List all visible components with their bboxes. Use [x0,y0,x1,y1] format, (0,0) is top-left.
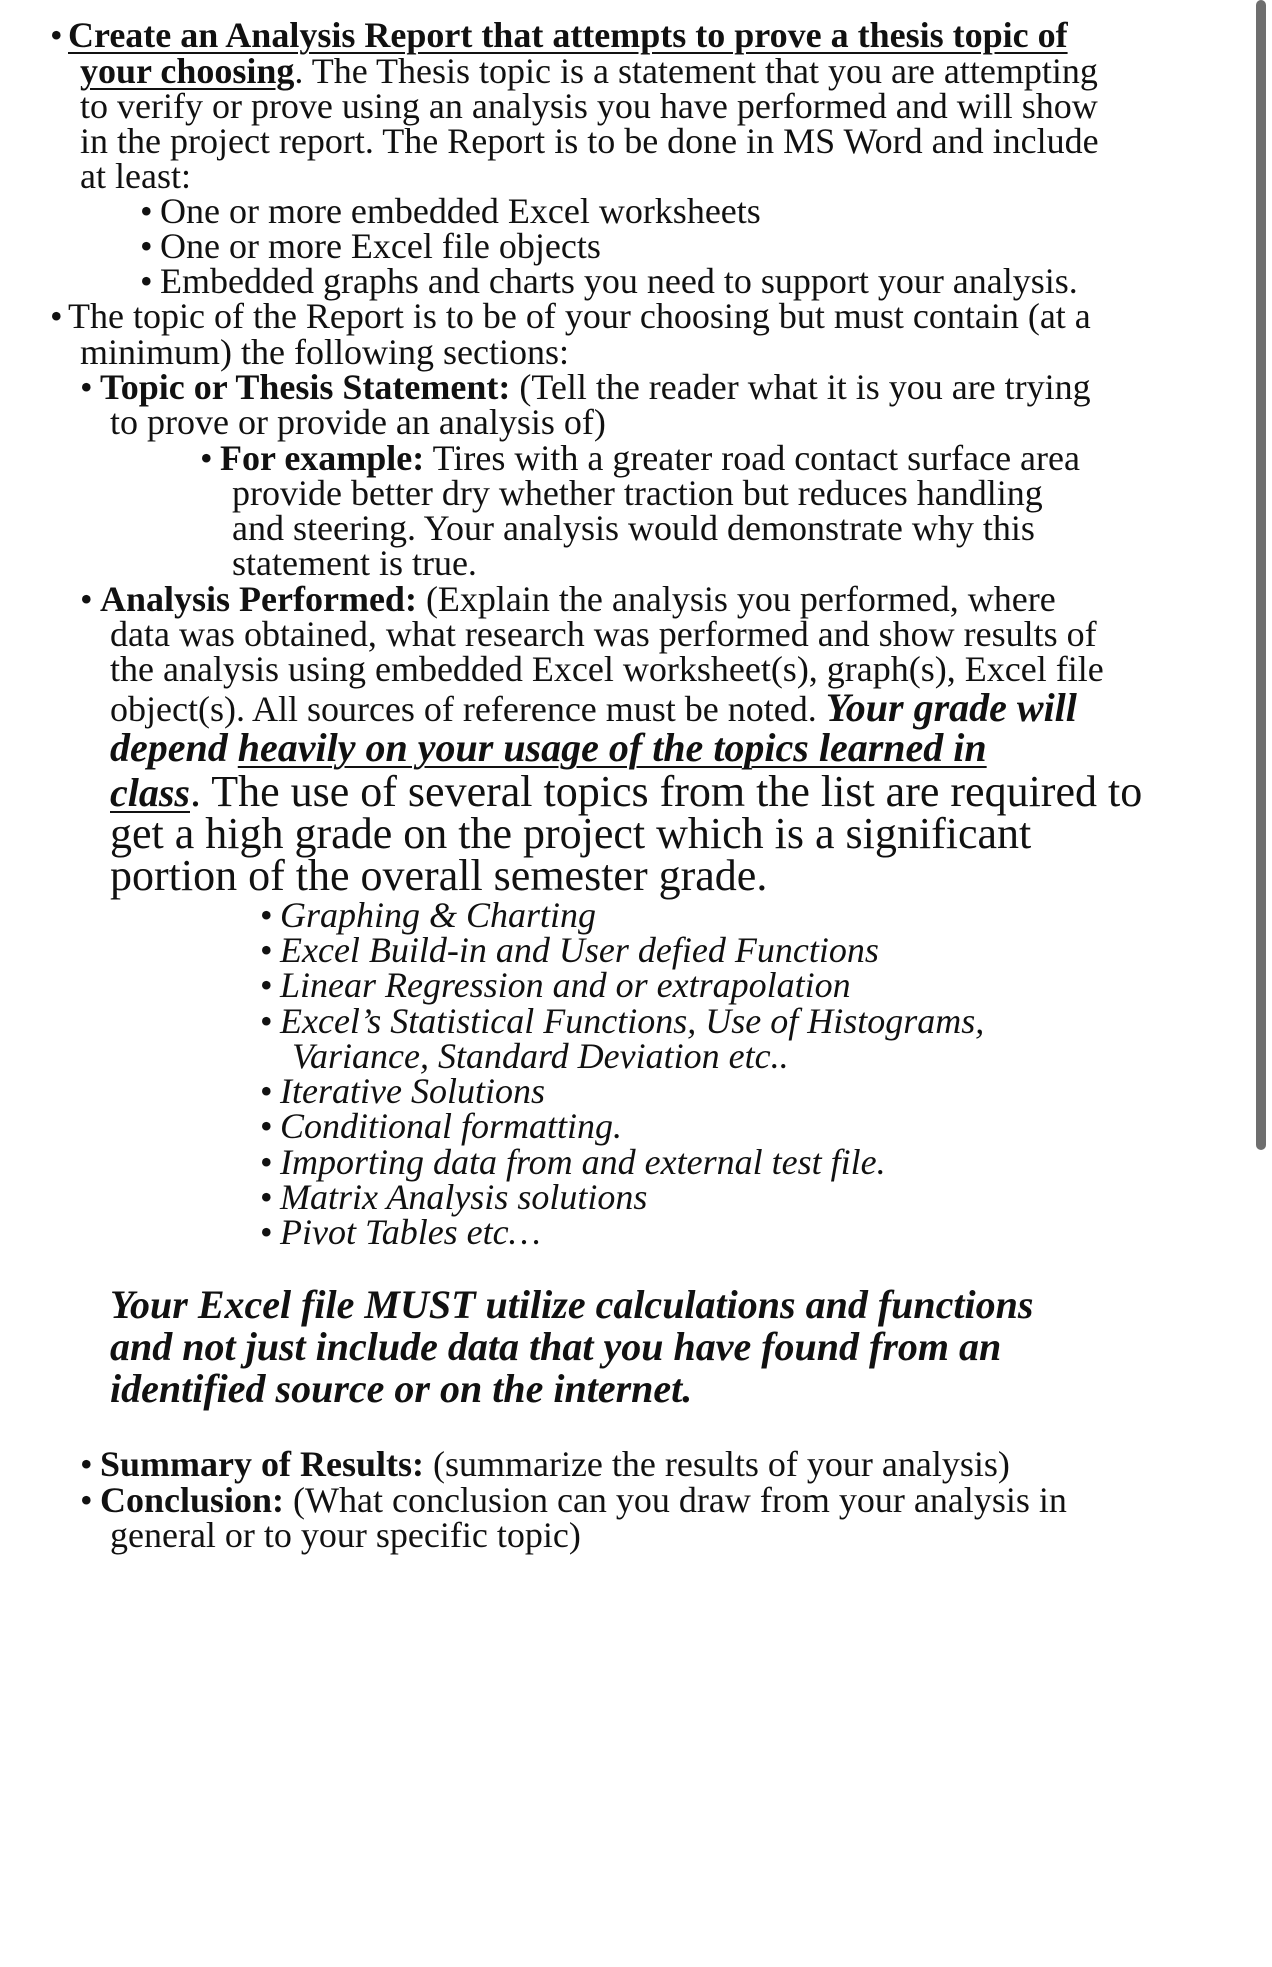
section-label: Conclusion: [100,1480,285,1520]
topic-list-item: Iterative Solutions [280,1071,545,1111]
list-item: One or more Excel file objects [160,226,601,266]
paragraph-line: to verify or prove using an analysis you have performed and will show [80,86,1098,126]
grade-emphasis-underlined: heavily on your usage of the topics learned in [237,725,987,770]
paragraph-line: the analysis using embedded Excel worksheet(s), graph(s), Excel file [110,649,1104,689]
grade-emphasis: depend [110,725,238,770]
grade-emphasis: Your grade will [825,685,1077,730]
paragraph-line: minimum) the following sections: [80,332,569,372]
paragraph-line [110,685,1077,730]
paragraph-line: to prove or provide an analysis of) [110,402,606,442]
topic-list-item-cont: Variance, Standard Deviation etc.. [292,1036,789,1076]
bullet-dot: • [80,1444,93,1484]
bullet-dot: • [50,296,63,336]
section-summary [100,1446,1010,1482]
topic-list-item: Graphing & Charting [280,895,597,935]
bullet-dot: • [260,1001,273,1041]
paragraph-line: at least: [80,156,191,196]
paragraph-line: The topic of the Report is to be of your choosing but must contain (at a [68,296,1091,336]
bullet-dot: • [50,15,63,55]
text-run: (What conclusion can you draw from your analysis in [284,1480,1067,1520]
text-run: . The Thesis topic is a statement that you are attempting [294,51,1098,91]
topic-list-item: Matrix Analysis solutions [280,1177,648,1217]
bullet-dot: • [140,261,153,301]
requirement-emphasis: identified source or on the internet. [110,1366,693,1411]
bullet-dot: • [260,965,273,1005]
text-run: (Tell the reader what it is you are trying [510,367,1091,407]
text-run: . The use of several topics from the list are required to [190,767,1143,816]
paragraph-line [110,725,987,770]
topic-list-item: Excel’s Statistical Functions, Use of Histograms, [280,1001,985,1041]
text-run: (Explain the analysis you performed, where [416,579,1056,619]
paragraph-line [80,53,1098,89]
paragraph-line: general or to your specific topic) [110,1515,581,1555]
bullet-dot: • [260,895,273,935]
paragraph-line: statement is true. [232,543,477,583]
list-item: One or more embedded Excel worksheets [160,191,761,231]
section-topic [100,369,1091,405]
bullet-dot: • [260,1071,273,1111]
bullet-dot: • [80,579,93,619]
text-run: object(s). All sources of reference must be noted. [110,689,826,729]
paragraph-line: in the project report. The Report is to be done in MS Word and include [80,121,1099,161]
bullet-dot: • [140,191,153,231]
paragraph-line: portion of the overall semester grade. [110,851,768,900]
topic-list-item: Pivot Tables etc… [280,1212,541,1252]
example-line [220,440,1080,476]
paragraph-line [110,767,1143,816]
grade-emphasis-underlined: class [110,770,190,815]
assignment-heading: Create an Analysis Report that attempts to prove a thesis topic of [68,15,1068,55]
bullet-dot: • [200,438,213,478]
bullet-dot: • [80,1480,93,1520]
bullet-dot: • [80,367,93,407]
topic-list-item: Importing data from and external test file. [280,1142,886,1182]
text-run: Tires with a greater road contact surface area [424,438,1080,478]
text-run: (summarize the results of your analysis) [423,1444,1010,1484]
bullet-dot: • [260,1142,273,1182]
assignment-heading-cont: your choosing [80,51,295,91]
section-analysis [100,581,1056,617]
paragraph-line: data was obtained, what research was performed and show results of [110,614,1097,654]
requirement-emphasis: and not just include data that you have found from an [110,1324,1002,1369]
section-conclusion [100,1482,1067,1518]
heading-line [68,17,1068,53]
bullet-dot: • [260,1212,273,1252]
paragraph-line: provide better dry whether traction but reduces handling [232,473,1043,513]
topic-list-item: Linear Regression and or extrapolation [280,965,851,1005]
bullet-dot: • [260,930,273,970]
topic-list-item: Conditional formatting. [280,1106,623,1146]
section-label: Analysis Performed: [100,579,417,619]
list-item: Embedded graphs and charts you need to support your analysis. [160,261,1078,301]
bullet-dot: • [140,226,153,266]
paragraph-line: and steering. Your analysis would demonstrate why this [232,508,1035,548]
topic-list-item: Excel Build-in and User defied Functions [280,930,879,970]
example-label: For example: [220,438,425,478]
bullet-dot: • [260,1106,273,1146]
bullet-dot: • [260,1177,273,1217]
section-label: Summary of Results: [100,1444,424,1484]
paragraph-line: get a high grade on the project which is a significant [110,809,1032,858]
vertical-scrollbar[interactable] [1256,0,1266,1150]
requirement-emphasis: Your Excel file MUST utilize calculations and functions [110,1282,1034,1327]
section-label: Topic or Thesis Statement: [100,367,511,407]
